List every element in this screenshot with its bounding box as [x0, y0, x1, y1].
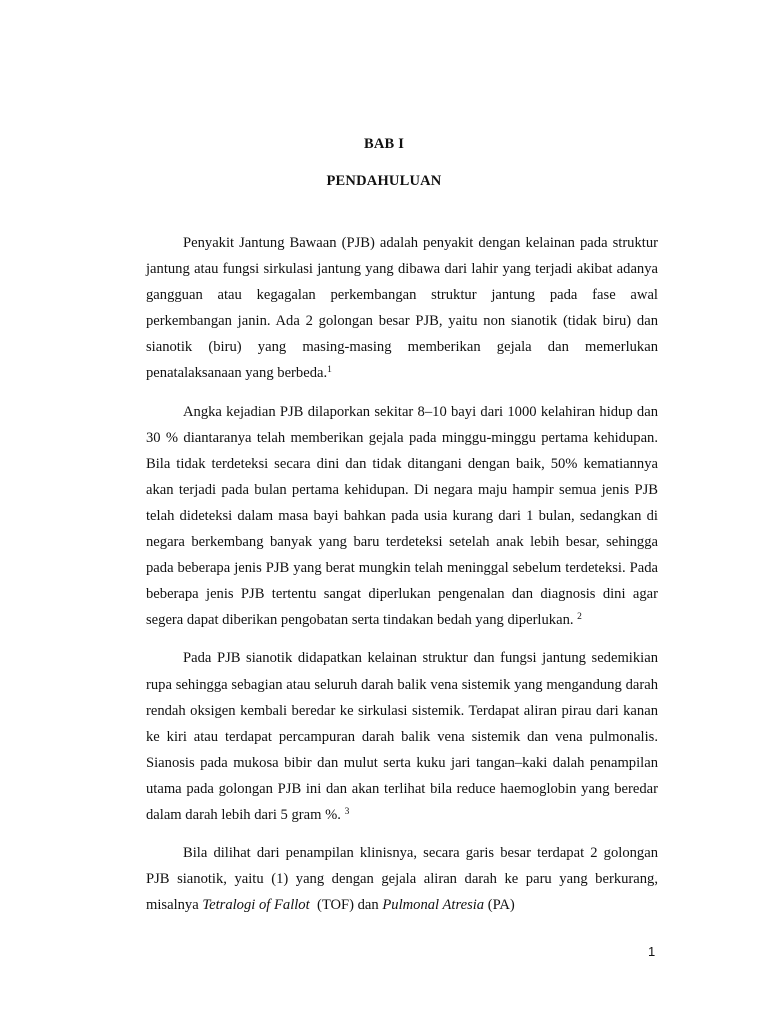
paragraph-3 — [146, 645, 658, 828]
footnote-ref: 3 — [344, 806, 350, 817]
chapter-title: PENDAHULUAN — [326, 173, 442, 189]
paragraph-text: Pada PJB sianotik didapatkan kelainan struktur dan fungsi jantung sedemikian rupa sehingga sebagian atau seluruh darah balik vena sistemik yang mengandung darah rendah oksigen kembali beredar ke sirkulasi sistemik. Terdapat aliran pirau dari kanan ke kiri atau terdapat percampuran darah balik vena sistemik dan vena pulmonalis. Sianosis pada mukosa bibir dan mulut serta kuku jari tangan–kaki dalah penampilan utama pada golongan PJB ini dan akan terlihat bila reduce haemoglobin yang beredar dalam darah lebih dari 5 gram %. — [146, 650, 658, 823]
italic-term: Pulmonal Atresia — [382, 897, 485, 914]
paragraph-4 — [146, 840, 658, 918]
paragraph-text: (PA) — [484, 897, 515, 914]
italic-term: Tetralogi of Fallot — [202, 897, 310, 914]
page-number: 1 — [648, 944, 656, 959]
footnote-ref: 2 — [577, 612, 582, 623]
paragraph-text: Angka kejadian PJB dilaporkan sekitar 8–10 bayi dari 1000 kelahiran hidup dan 30 % diantaranya telah memberikan gejala pada minggu-minggu pertama kehidupan. Bila tidak terdeteksi secara dini dan tidak ditangani dengan baik, 50% kematiannya akan terjadi pada bulan pertama kehidupan. Di negara maju hampir semua jenis PJB telah dideteksi dalam masa bayi bahkan pada usia kurang dari 1 bulan, sedangkan di negara berkembang banyak yang baru terdeteksi setelah anak lebih besar, sehingga pada beberapa jenis PJB yang berat mungkin telah meninggal sebelum terdeteksi. Pada beberapa jenis PJB tertentu sangat diperlukan pengenalan dan diagnosis dini agar segera dapat diberikan pengobatan serta tindakan bedah yang diperlukan. — [146, 403, 658, 629]
chapter-heading: BAB I — [363, 136, 405, 152]
body-text — [146, 230, 658, 918]
paragraph-2 — [146, 399, 658, 634]
paragraph-text: (TOF) dan — [309, 897, 383, 914]
paragraph-text: Bila dilihat dari penampilan klinisnya, secara garis besar terdapat 2 golongan PJB sianotik, yaitu (1) yang dengan gejala aliran darah ke paru yang berkurang, misalnya — [146, 845, 658, 914]
paragraph-text: Penyakit Jantung Bawaan (PJB) adalah penyakit dengan kelainan pada struktur jantung atau fungsi sirkulasi jantung yang dibawa dari lahir yang terjadi akibat adanya gangguan atau kegagalan perkembangan struktur jantung pada fase awal perkembangan janin. Ada 2 golongan besar PJB, yaitu non sianotik (tidak biru) dan sianotik (biru) yang masing-masing memberikan gejala dan memerlukan penatalaksanaan yang berbeda. — [146, 235, 658, 382]
paragraph-1 — [146, 230, 658, 387]
footnote-ref: 1 — [327, 365, 332, 376]
